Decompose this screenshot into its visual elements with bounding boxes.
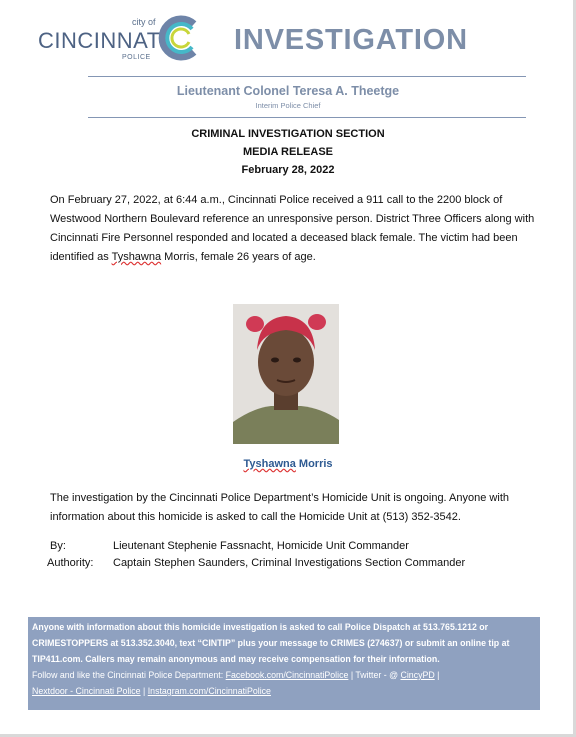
cincinnati-police-logo [36, 14, 206, 70]
footer-sep-2: | [434, 670, 440, 680]
logo-city-name: CINCINNATI [38, 28, 168, 53]
authority-value: Captain Stephen Saunders, Criminal Investigations Section Commander [113, 557, 466, 569]
authority-label: Authority: [47, 557, 94, 569]
twitter-link[interactable]: CincyPD [400, 670, 435, 680]
release-type: MEDIA RELEASE [242, 146, 334, 158]
caption-last-name: Morris [295, 458, 333, 470]
victim-photo [233, 304, 339, 444]
footer-social [32, 667, 536, 699]
incident-paragraph [50, 191, 536, 267]
investigation-paragraph: The investigation by the Cincinnati Police Department’s Homicide Unit is ongoing. Anyone with information about this homicide is asked to call the Homicide Unit at (513) 352-3542. [50, 492, 509, 523]
footer-tip-box [28, 617, 540, 710]
by-label: By: [50, 540, 66, 552]
logo-city-of: city of [132, 17, 156, 27]
footer-tip-text: Anyone with information about this homicide investigation is asked to call Police Dispatch at 513.765.1212 or CRIMESTOPPERS at 513.352.3040, text “CINTIP” plus your message to CRIMES (274637) or submit an online tip at TIP411.com. Callers may remain anonymous and may receive compensation for their information. [32, 622, 510, 664]
header-divider-bottom [88, 117, 526, 118]
incident-text-end: Morris, female 26 years of age. [161, 251, 316, 263]
instagram-link[interactable]: Instagram.com/CincinnatiPolice [147, 686, 271, 696]
chief-title: Interim Police Chief [255, 101, 321, 110]
page-title: INVESTIGATION [234, 24, 468, 56]
logo-police: POLICE [122, 54, 151, 61]
footer-sep-3: | [140, 686, 148, 696]
header-divider-top [88, 76, 526, 77]
facebook-link[interactable]: Facebook.com/CincinnatiPolice [225, 670, 349, 680]
chief-name: Lieutenant Colonel Teresa A. Theetge [176, 84, 400, 98]
photo-caption [0, 458, 576, 470]
by-value: Lieutenant Stephenie Fassnacht, Homicide Unit Commander [113, 540, 409, 552]
victim-first-name: Tyshawna [111, 251, 162, 263]
logo-c-mark-icon [154, 14, 202, 62]
section-name: CRIMINAL INVESTIGATION SECTION [191, 128, 385, 140]
footer-sep-twitter: | Twitter - @ [348, 670, 401, 680]
caption-first-name: Tyshawna [243, 458, 296, 470]
release-date: February 28, 2022 [241, 164, 335, 176]
footer-follow-text: Follow and like the Cincinnati Police Department: [32, 670, 226, 680]
incident-text: On February 27, 2022, at 6:44 a.m., Cincinnati Police received a 911 call to the 2200 block of Westwood Northern Boulevard reference an unresponsive person. District Three Officers along with Cincinnati Fire Personnel responded and located a deceased black female. The victim had been identified as [50, 194, 535, 263]
nextdoor-link[interactable]: Nextdoor - Cincinnati Police [32, 686, 141, 696]
